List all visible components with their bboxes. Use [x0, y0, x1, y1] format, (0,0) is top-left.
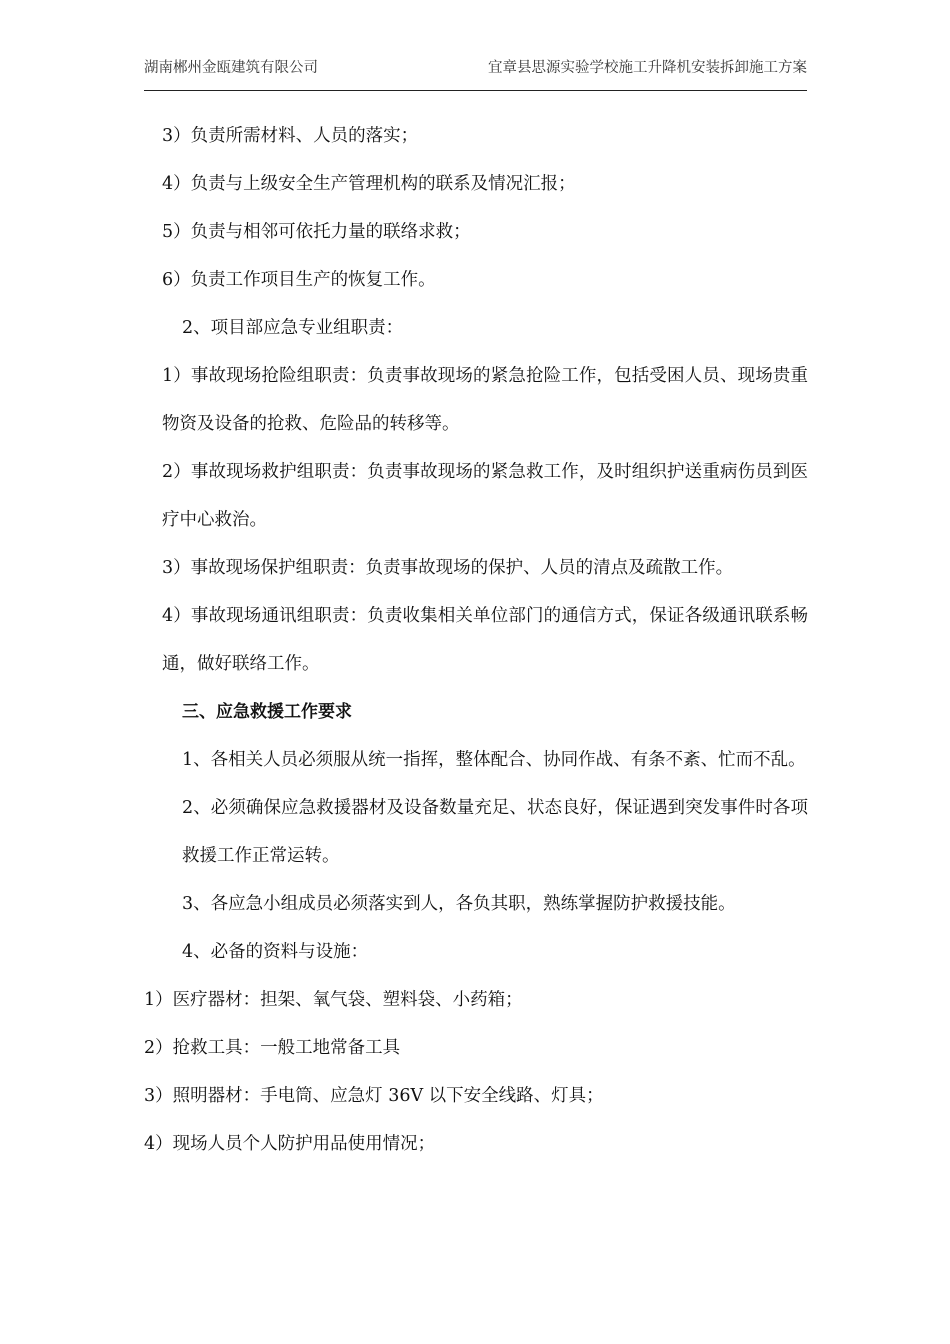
header-company-name: 湖南郴州金瓯建筑有限公司: [144, 60, 318, 76]
rescue-team-duty: 1）事故现场抢险组职责：负责事故现场的紧急抢险工作，包括受困人员、现场贵重物资及设备的抢救、危险品的转移等。: [162, 366, 808, 434]
page-header: [144, 56, 807, 91]
requirement-4: 4、必备的资料与设施：: [182, 942, 369, 962]
facility-item-3: 3）照明器材：手电筒、应急灯 36V 以下安全线路、灯具；: [144, 1086, 604, 1106]
requirement-3: 3、各应急小组成员必须落实到人，各负其职，熟练掌握防护救援技能。: [182, 894, 736, 914]
requirement-2: 2、必须确保应急救援器材及设备数量充足、状态良好，保证遇到突发事件时各项救援工作正常运转。: [182, 798, 808, 866]
header-document-title: 宜章县思源实验学校施工升降机安装拆卸施工方案: [488, 60, 807, 76]
document-body: [144, 112, 808, 1168]
duty-item-5: 5）负责与相邻可依托力量的联络求救；: [162, 222, 471, 242]
facility-item-2: 2）抢救工具：一般工地常备工具: [144, 1038, 401, 1058]
duty-item-3: 3）负责所需材料、人员的落实；: [162, 126, 419, 146]
duty-item-6: 6）负责工作项目生产的恢复工作。: [162, 270, 436, 290]
facility-item-1: 1）医疗器材：担架、氧气袋、塑料袋、小药箱；: [144, 990, 523, 1010]
facility-item-4: 4）现场人员个人防护用品使用情况；: [144, 1134, 436, 1154]
section-heading: 三、应急救援工作要求: [182, 702, 352, 722]
duty-item-4: 4）负责与上级安全生产管理机构的联系及情况汇报；: [162, 174, 576, 194]
communication-team-duty: 4）事故现场通讯组职责：负责收集相关单位部门的通信方式，保证各级通讯联系畅通，做好联络工作。: [162, 606, 808, 674]
section-2-title: 2、项目部应急专业组职责：: [182, 318, 404, 338]
protection-team-duty: 3）事故现场保护组职责：负责事故现场的保护、人员的清点及疏散工作。: [162, 558, 734, 578]
medical-team-duty: 2）事故现场救护组职责：负责事故现场的紧急救工作，及时组织护送重病伤员到医疗中心救治。: [162, 462, 808, 530]
requirement-1: 1、各相关人员必须服从统一指挥，整体配合、协同作战、有条不紊、忙而不乱。: [182, 750, 806, 770]
